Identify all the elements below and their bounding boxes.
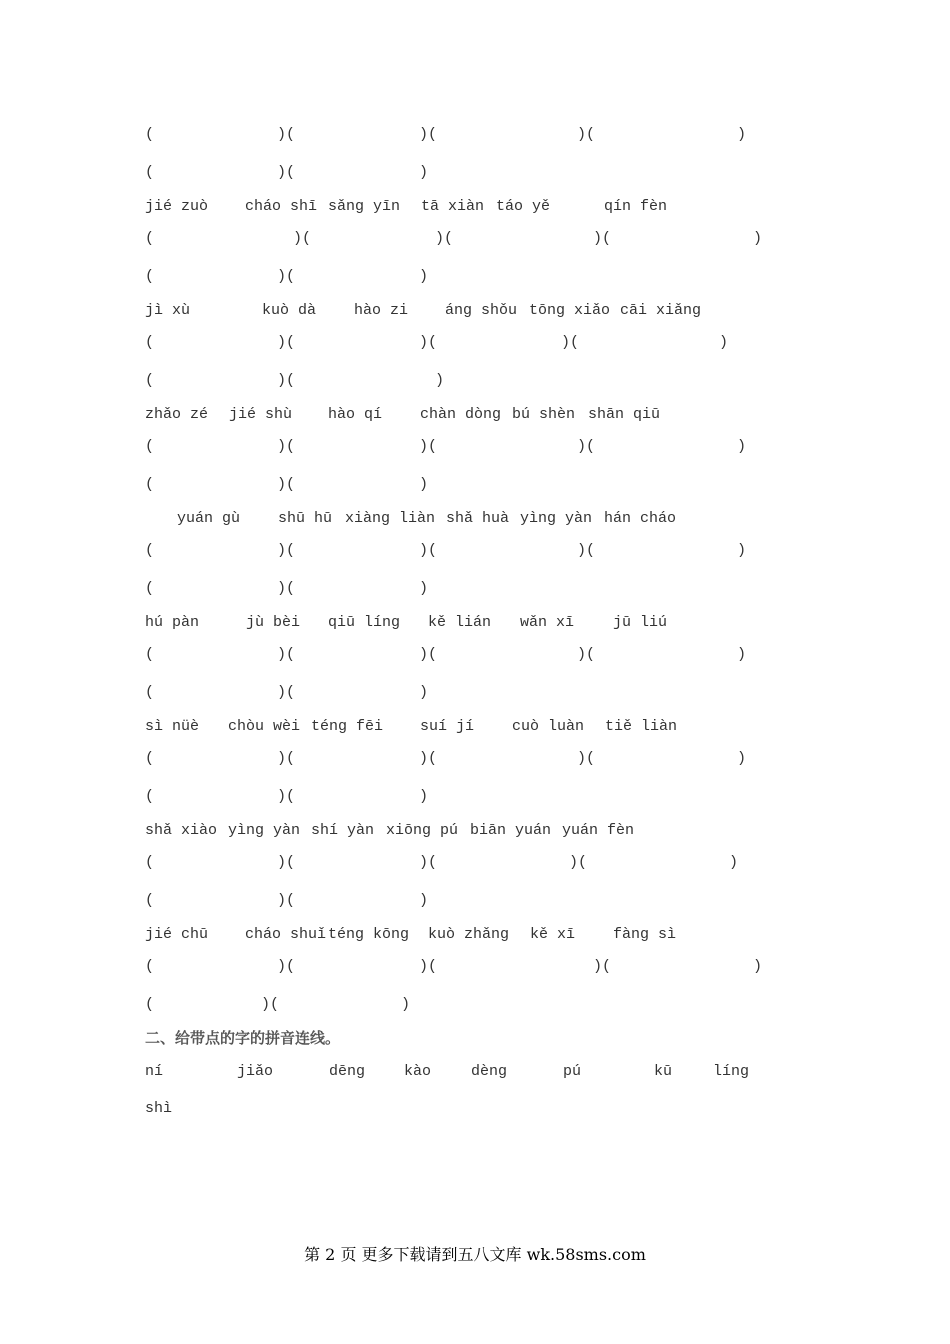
blank-bracket: ) [753, 958, 763, 975]
pinyin-row [0, 612, 950, 634]
pinyin-word: tā xiàn [421, 198, 485, 215]
pinyin-word: wǎn xī [520, 614, 575, 631]
pinyin-word: shí yàn [311, 822, 375, 839]
pinyin-row [0, 508, 950, 530]
blank-bracket: ( [145, 854, 155, 871]
blank-bracket: )( [419, 334, 438, 351]
blank-bracket: ) [419, 268, 429, 285]
answer-blank-row [0, 266, 950, 288]
pinyin-option: ní [145, 1063, 164, 1080]
blank-bracket: ) [401, 996, 411, 1013]
pinyin-word: téng kōng [328, 926, 410, 943]
answer-blank-row [0, 786, 950, 808]
blank-bracket: )( [419, 750, 438, 767]
blank-bracket: ( [145, 230, 155, 247]
blank-bracket: ( [145, 372, 155, 389]
pinyin-word: shǎ xiào [145, 822, 218, 839]
pinyin-word: cháo shuǐ [245, 926, 327, 943]
blank-bracket: )( [261, 996, 280, 1013]
blank-bracket: )( [577, 542, 596, 559]
pinyin-word: tōng xiǎo [529, 302, 611, 319]
blank-bracket: )( [277, 750, 296, 767]
blank-bracket: ( [145, 438, 155, 455]
blank-bracket: )( [277, 958, 296, 975]
blank-bracket: )( [277, 684, 296, 701]
page-footer: 第 2 页 更多下载请到五八文库 wk.58sms.com [304, 1245, 646, 1264]
pinyin-row [0, 196, 950, 218]
pinyin-word: xiàng liàn [345, 510, 436, 527]
blank-bracket: )( [419, 958, 438, 975]
blank-bracket: )( [435, 230, 454, 247]
answer-blank-row [0, 162, 950, 184]
answer-blank-row [0, 748, 950, 770]
answer-blank-row [0, 474, 950, 496]
blank-bracket: ( [145, 750, 155, 767]
pinyin-word: jū liú [613, 614, 668, 631]
pinyin-row [0, 300, 950, 322]
pinyin-word: cháo shī [245, 198, 318, 215]
pinyin-word: zhǎo zé [145, 406, 209, 423]
pinyin-option: líng [713, 1063, 750, 1080]
answer-blank-row [0, 540, 950, 562]
blank-bracket: ) [419, 892, 429, 909]
blank-bracket: )( [593, 958, 612, 975]
answer-blank-row [0, 436, 950, 458]
answer-blank-row [0, 956, 950, 978]
blank-bracket: ) [737, 646, 747, 663]
pinyin-word: kě lián [428, 614, 492, 631]
blank-bracket: ) [419, 788, 429, 805]
blank-bracket: )( [277, 580, 296, 597]
blank-bracket: ( [145, 996, 155, 1013]
blank-bracket: )( [277, 788, 296, 805]
blank-bracket: ) [753, 230, 763, 247]
blank-bracket: )( [277, 854, 296, 871]
pinyin-word: yuán fèn [562, 822, 635, 839]
blank-bracket: ) [435, 372, 445, 389]
blank-bracket: ( [145, 958, 155, 975]
blank-bracket: ) [737, 542, 747, 559]
blank-bracket: )( [561, 334, 580, 351]
answer-blank-row [0, 852, 950, 874]
blank-bracket: )( [593, 230, 612, 247]
pinyin-option: dēng [329, 1063, 366, 1080]
pinyin-word: kuò zhǎng [428, 926, 510, 943]
pinyin-option: pú [563, 1063, 582, 1080]
blank-bracket: )( [419, 542, 438, 559]
blank-bracket: )( [577, 438, 596, 455]
answer-blank-row [0, 332, 950, 354]
pinyin-word: bú shèn [512, 406, 576, 423]
blank-bracket: )( [577, 646, 596, 663]
blank-bracket: ( [145, 126, 155, 143]
pinyin-word: kuò dà [262, 302, 317, 319]
pinyin-word: yìng yàn [228, 822, 301, 839]
answer-blank-row [0, 124, 950, 146]
pinyin-word: xiōng pú [386, 822, 459, 839]
answer-blank-row [0, 994, 950, 1016]
blank-bracket: ( [145, 646, 155, 663]
pinyin-word: sì nüè [145, 718, 200, 735]
blank-bracket: )( [419, 646, 438, 663]
blank-bracket: ) [737, 126, 747, 143]
pinyin-word: shū hū [278, 510, 333, 527]
pinyin-word: chàn dòng [420, 406, 502, 423]
pinyin-word: shǎ huà [446, 510, 510, 527]
answer-blank-row [0, 890, 950, 912]
pinyin-row [0, 716, 950, 738]
pinyin-word: yuán gù [177, 510, 241, 527]
blank-bracket: ( [145, 788, 155, 805]
pinyin-word: biān yuán [470, 822, 552, 839]
section-heading: 二、给带点的字的拼音连线。 [145, 1029, 341, 1047]
blank-bracket: ) [419, 476, 429, 493]
pinyin-word: jié zuò [145, 198, 209, 215]
pinyin-row [0, 820, 950, 842]
answer-blank-row [0, 644, 950, 666]
pinyin-match-row [0, 1061, 950, 1083]
blank-bracket: )( [419, 438, 438, 455]
answer-blank-row [0, 578, 950, 600]
pinyin-word: hán cháo [604, 510, 677, 527]
blank-bracket: )( [277, 268, 296, 285]
pinyin-word: fàng sì [613, 926, 677, 943]
pinyin-option: shì [145, 1100, 173, 1117]
pinyin-word: jì xù [145, 302, 191, 319]
blank-bracket: ( [145, 580, 155, 597]
blank-bracket: ( [145, 476, 155, 493]
blank-bracket: )( [277, 334, 296, 351]
blank-bracket: ) [419, 580, 429, 597]
blank-bracket: )( [277, 646, 296, 663]
pinyin-word: áng shǒu [445, 302, 518, 319]
blank-bracket: ) [419, 164, 429, 181]
pinyin-word: kě xī [530, 926, 576, 943]
pinyin-word: qín fèn [604, 198, 668, 215]
blank-bracket: )( [277, 476, 296, 493]
pinyin-match-row [0, 1098, 950, 1120]
blank-bracket: ( [145, 334, 155, 351]
pinyin-word: jié chū [145, 926, 209, 943]
blank-bracket: )( [419, 854, 438, 871]
blank-bracket: )( [277, 542, 296, 559]
answer-blank-row [0, 228, 950, 250]
blank-bracket: ) [729, 854, 739, 871]
pinyin-word: táo yě [496, 198, 551, 215]
blank-bracket: )( [277, 126, 296, 143]
pinyin-option: dèng [471, 1063, 508, 1080]
blank-bracket: )( [277, 438, 296, 455]
pinyin-word: cuò luàn [512, 718, 585, 735]
pinyin-word: shān qiū [588, 406, 661, 423]
blank-bracket: ) [719, 334, 729, 351]
pinyin-option: jiǎo [237, 1063, 274, 1080]
blank-bracket: )( [577, 126, 596, 143]
blank-bracket: ( [145, 892, 155, 909]
pinyin-option: kū [654, 1063, 673, 1080]
pinyin-word: suí jí [420, 718, 475, 735]
pinyin-word: cāi xiǎng [620, 302, 702, 319]
pinyin-word: jù bèi [246, 614, 301, 631]
blank-bracket: )( [569, 854, 588, 871]
pinyin-word: hào zi [354, 302, 409, 319]
pinyin-word: tiě liàn [605, 718, 678, 735]
pinyin-row [0, 924, 950, 946]
pinyin-word: qiū líng [328, 614, 401, 631]
blank-bracket: )( [277, 372, 296, 389]
blank-bracket: )( [277, 164, 296, 181]
blank-bracket: ( [145, 268, 155, 285]
blank-bracket: )( [419, 126, 438, 143]
pinyin-word: hú pàn [145, 614, 200, 631]
blank-bracket: ) [737, 438, 747, 455]
blank-bracket: ( [145, 164, 155, 181]
pinyin-word: chòu wèi [228, 718, 301, 735]
blank-bracket: ( [145, 542, 155, 559]
blank-bracket: )( [577, 750, 596, 767]
pinyin-word: jié shù [229, 406, 293, 423]
pinyin-word: hào qí [328, 406, 383, 423]
pinyin-word: téng fēi [311, 718, 384, 735]
pinyin-row [0, 404, 950, 426]
blank-bracket: ( [145, 684, 155, 701]
pinyin-word: yìng yàn [520, 510, 593, 527]
blank-bracket: ) [419, 684, 429, 701]
pinyin-word: sǎng yīn [328, 198, 401, 215]
pinyin-option: kào [404, 1063, 432, 1080]
blank-bracket: )( [277, 892, 296, 909]
blank-bracket: ) [737, 750, 747, 767]
answer-blank-row [0, 370, 950, 392]
answer-blank-row [0, 682, 950, 704]
blank-bracket: )( [293, 230, 312, 247]
